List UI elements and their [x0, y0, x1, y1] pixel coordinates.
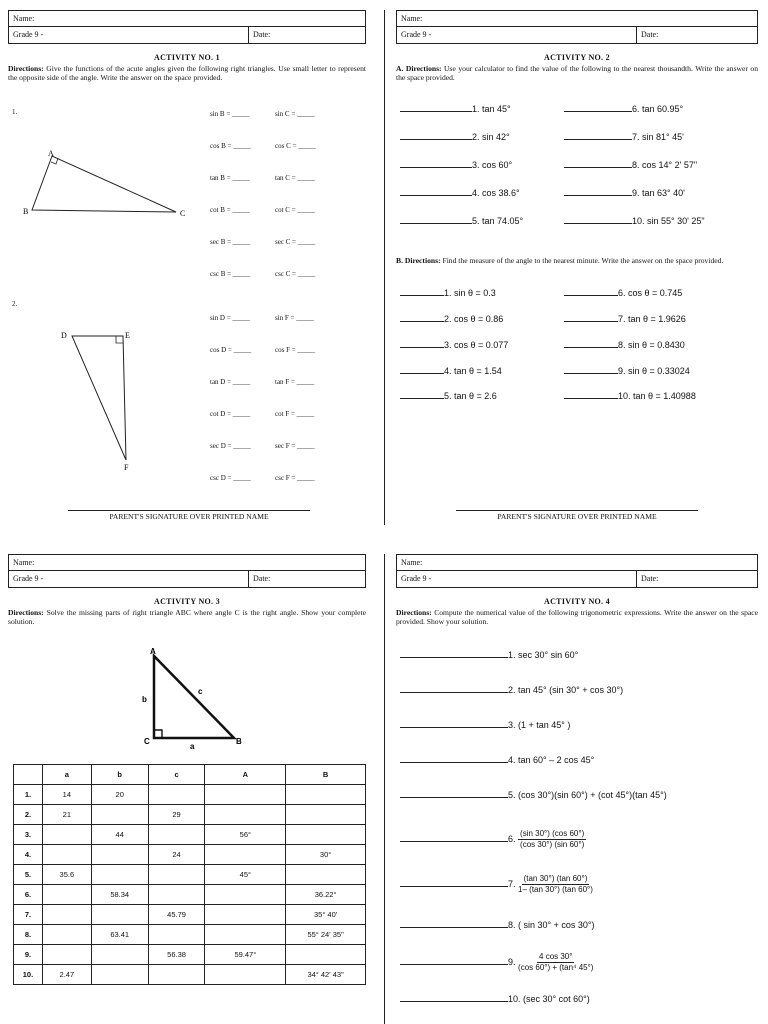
- answer-line[interactable]: [400, 657, 508, 658]
- table-cell[interactable]: [91, 865, 148, 885]
- expression-item-8: [400, 920, 595, 930]
- expression-item[interactable]: [400, 790, 667, 800]
- question-item[interactable]: [400, 288, 496, 298]
- table-cell[interactable]: 45°: [205, 865, 286, 885]
- vertex-c-label: C: [144, 737, 150, 746]
- item-number-2: 2.: [12, 300, 18, 308]
- directions: [396, 608, 758, 626]
- date-label: Date:: [641, 574, 659, 583]
- fraction: [518, 874, 593, 895]
- table-cell[interactable]: 36.22°: [286, 885, 366, 905]
- table-cell[interactable]: 29: [148, 805, 205, 825]
- table-cell[interactable]: [205, 885, 286, 905]
- expression-item-9: [400, 952, 593, 973]
- column-header: c: [148, 765, 205, 785]
- function-blank[interactable]: cot C = _____: [275, 206, 315, 214]
- question-item[interactable]: [564, 160, 697, 170]
- expression-text: 5. (cos 30°)(sin 60°) + (cot 45°)(tan 45°): [508, 790, 667, 800]
- table-cell[interactable]: 59.47°: [205, 945, 286, 965]
- answer-line: [400, 927, 508, 928]
- question-item[interactable]: [400, 314, 503, 324]
- directions-b-text: Find the measure of the angle to the nearest minute. Write the answer on the space provided.: [440, 256, 724, 265]
- column-header: A: [205, 765, 286, 785]
- row-number: 8.: [14, 925, 43, 945]
- item-number: 9.: [508, 956, 516, 967]
- activity-2-panel: [396, 10, 758, 530]
- side-a-label: a: [190, 742, 195, 751]
- expression-item-7: [400, 874, 593, 895]
- answer-line[interactable]: [564, 139, 632, 140]
- triangle-table: [13, 764, 366, 985]
- answer-line[interactable]: [400, 727, 508, 728]
- question-text: 2. sin 42°: [472, 132, 510, 142]
- table-row: [14, 925, 366, 945]
- question-item[interactable]: [564, 132, 684, 142]
- question-text: 1. tan 45°: [472, 104, 511, 114]
- vertical-divider-top: [384, 10, 385, 525]
- table-cell[interactable]: [205, 925, 286, 945]
- signature-caption: PARENT'S SIGNATURE OVER PRINTED NAME: [497, 512, 657, 521]
- function-blank[interactable]: sec B = _____: [210, 238, 251, 246]
- table-row: [14, 805, 366, 825]
- question-text: 5. tan θ = 2.6: [444, 391, 497, 401]
- question-item[interactable]: [564, 216, 705, 226]
- directions-text: Give the functions of the acute angles given the following right triangles. Use small letter to represent the opposite side of the angle. Write the answer on the space provided.: [8, 64, 366, 82]
- expression-text: 8. ( sin 30° + cos 30°): [508, 920, 595, 930]
- function-blank[interactable]: csc F = _____: [275, 474, 315, 482]
- question-item[interactable]: [564, 391, 696, 401]
- vertex-a-label: A: [48, 149, 54, 158]
- table-cell[interactable]: [148, 965, 205, 985]
- question-text: 7. sin 81° 45': [632, 132, 684, 142]
- table-cell[interactable]: [91, 845, 148, 865]
- table-cell[interactable]: [148, 925, 205, 945]
- numerator: 4 cos 30°: [539, 952, 573, 961]
- header-box: [8, 554, 366, 588]
- row-number: 10.: [14, 965, 43, 985]
- table-row: [14, 865, 366, 885]
- answer-line[interactable]: [564, 111, 632, 112]
- table-cell[interactable]: [148, 885, 205, 905]
- question-text: 6. tan 60.95°: [632, 104, 684, 114]
- table-cell[interactable]: 35° 40': [286, 905, 366, 925]
- item-number: 6.: [508, 833, 516, 844]
- denominator: (cos 60°) + (tan⁴ 45°): [518, 963, 594, 972]
- table-cell[interactable]: 34° 42' 43": [286, 965, 366, 985]
- question-text: 4. tan θ = 1.54: [444, 366, 502, 376]
- answer-line[interactable]: [564, 398, 618, 399]
- expression-item[interactable]: [400, 685, 623, 695]
- answer-line[interactable]: [400, 111, 472, 112]
- table-cell[interactable]: 2.47: [42, 965, 91, 985]
- table-row: [14, 825, 366, 845]
- answer-line[interactable]: [564, 295, 618, 296]
- table-cell[interactable]: 35.6: [42, 865, 91, 885]
- answer-line[interactable]: [400, 762, 508, 763]
- question-text: 8. sin θ = 0.8430: [618, 340, 685, 350]
- directions-text: Solve the missing parts of right triangle ABC where angle C is the right angle. Show your complete solution.: [8, 608, 366, 626]
- expression-item-6: [400, 829, 586, 850]
- question-item[interactable]: [400, 132, 510, 142]
- table-row: [14, 785, 366, 805]
- question-item[interactable]: [564, 104, 683, 114]
- directions-a-label: A. Directions:: [396, 64, 442, 73]
- row-number: 9.: [14, 945, 43, 965]
- function-blank[interactable]: csc C = _____: [275, 270, 316, 278]
- table-cell[interactable]: [42, 845, 91, 865]
- vertex-b-label: B: [23, 207, 29, 216]
- answer-line[interactable]: [564, 195, 632, 196]
- vertex-a-label: A: [150, 647, 156, 656]
- triangle-abc: [136, 646, 256, 756]
- fraction: [518, 829, 586, 850]
- activity-3-panel: [8, 554, 366, 1016]
- table-cell[interactable]: [205, 845, 286, 865]
- answer-line[interactable]: [400, 195, 472, 196]
- fraction: [518, 952, 593, 973]
- column-header: B: [286, 765, 366, 785]
- function-blank[interactable]: csc B = _____: [210, 270, 251, 278]
- date-label: Date:: [641, 30, 659, 39]
- function-blank[interactable]: cos F = _____: [275, 346, 315, 354]
- row-number: 1.: [14, 785, 43, 805]
- question-text: 3. cos 60°: [472, 160, 513, 170]
- function-blank[interactable]: cos D = _____: [210, 346, 252, 354]
- table-cell[interactable]: [286, 945, 366, 965]
- function-blank[interactable]: sin D = _____: [210, 314, 250, 322]
- answer-line[interactable]: [400, 347, 444, 348]
- table-cell[interactable]: 56°: [205, 825, 286, 845]
- activity-title: ACTIVITY NO. 3: [154, 597, 220, 606]
- side-c-label: c: [198, 687, 203, 696]
- expression-text: 3. (1 + tan 45° ): [508, 720, 571, 730]
- question-text: 4. cos 38.6°: [472, 188, 520, 198]
- question-item[interactable]: [400, 160, 512, 170]
- table-cell[interactable]: [91, 805, 148, 825]
- table-cell[interactable]: [42, 825, 91, 845]
- name-label: Name:: [13, 558, 35, 567]
- header-box: [396, 10, 758, 44]
- directions-a-text: Use your calculator to find the value of the following to the nearest thousandth. Write the answer on the space provided.: [396, 64, 758, 82]
- answer-line[interactable]: [564, 167, 632, 168]
- function-blank[interactable]: tan B = _____: [210, 174, 250, 182]
- answer-line[interactable]: [400, 398, 444, 399]
- table-row: [14, 885, 366, 905]
- denominator: 1– (tan 30°) (tan 60°): [518, 885, 593, 894]
- table-cell[interactable]: 45.79: [148, 905, 205, 925]
- question-text: 10. tan θ = 1.40988: [618, 391, 696, 401]
- directions-text: Compute the numerical value of the following trigonometric expressions. Write the answer on the space provided. Show your solution.: [396, 608, 758, 626]
- table-cell[interactable]: 63.41: [91, 925, 148, 945]
- question-text: 1. sin θ = 0.3: [444, 288, 496, 298]
- activity-title: ACTIVITY NO. 2: [544, 53, 610, 62]
- function-blank[interactable]: sec D = _____: [210, 442, 251, 450]
- question-item[interactable]: [400, 366, 502, 376]
- question-item[interactable]: [564, 366, 690, 376]
- function-blank[interactable]: cos B = _____: [210, 142, 251, 150]
- grade-label: Grade 9 -: [397, 27, 637, 43]
- answer-line[interactable]: [400, 692, 508, 693]
- table-cell[interactable]: 20: [91, 785, 148, 805]
- signature-line: [68, 510, 310, 511]
- expression-item[interactable]: [400, 755, 594, 765]
- column-header: b: [91, 765, 148, 785]
- table-cell[interactable]: 44: [91, 825, 148, 845]
- item-number-1: 1.: [12, 108, 18, 116]
- question-item[interactable]: [564, 314, 686, 324]
- question-text: 8. cos 14° 2' 57": [632, 160, 698, 170]
- question-text: 10. sin 55° 30' 25": [632, 216, 705, 226]
- expression-item[interactable]: [400, 720, 570, 730]
- table-cell[interactable]: [286, 825, 366, 845]
- grade-label: Grade 9 -: [9, 571, 249, 587]
- question-text: 7. tan θ = 1.9626: [618, 314, 686, 324]
- vertical-divider-bottom: [384, 554, 385, 1024]
- answer-line[interactable]: [400, 321, 444, 322]
- function-blank[interactable]: tan D = _____: [210, 378, 251, 386]
- table-cell[interactable]: [286, 805, 366, 825]
- vertex-b-label: B: [236, 737, 242, 746]
- table-row: [14, 905, 366, 925]
- question-text: 9. tan 63° 40': [632, 188, 685, 198]
- function-blank[interactable]: sec C = _____: [275, 238, 316, 246]
- vertex-c-label: C: [180, 209, 186, 218]
- answer-line[interactable]: [400, 167, 472, 168]
- name-label: Name:: [401, 14, 423, 23]
- table-cell[interactable]: 30°: [286, 845, 366, 865]
- activity-4-panel: [396, 554, 758, 1016]
- function-blank[interactable]: tan C = _____: [275, 174, 315, 182]
- table-header-row: [14, 765, 366, 785]
- directions-label: Directions:: [396, 608, 432, 617]
- directions-label: Directions:: [8, 608, 44, 617]
- directions-b-label: B. Directions:: [396, 256, 441, 265]
- answer-line: [400, 1001, 508, 1002]
- function-blank[interactable]: csc D = _____: [210, 474, 251, 482]
- column-header: [14, 765, 43, 785]
- expression-text: 10. (sec 30° cot 60°): [508, 994, 590, 1004]
- answer-line[interactable]: [400, 223, 472, 224]
- table-cell[interactable]: [42, 905, 91, 925]
- question-item[interactable]: [564, 188, 685, 198]
- directions: [8, 608, 366, 626]
- denominator: (cos 30°) (sin 60°): [520, 840, 585, 849]
- answer-line: [400, 886, 508, 887]
- question-text: 6. cos θ = 0.745: [618, 288, 683, 298]
- question-item[interactable]: [564, 288, 682, 298]
- question-item[interactable]: [400, 188, 520, 198]
- row-number: 5.: [14, 865, 43, 885]
- signature-caption: PARENT'S SIGNATURE OVER PRINTED NAME: [109, 512, 269, 521]
- expression-text: 4. tan 60° – 2 cos 45°: [508, 755, 595, 765]
- grade-label: Grade 9 -: [397, 571, 637, 587]
- date-label: Date:: [253, 574, 271, 583]
- table-cell[interactable]: 24: [148, 845, 205, 865]
- answer-line[interactable]: [564, 321, 618, 322]
- question-item[interactable]: [564, 340, 685, 350]
- question-item[interactable]: [400, 216, 523, 226]
- grade-label: Grade 9 -: [9, 27, 249, 43]
- row-number: 4.: [14, 845, 43, 865]
- row-number: 6.: [14, 885, 43, 905]
- table-cell[interactable]: [286, 785, 366, 805]
- table-cell[interactable]: [91, 945, 148, 965]
- table-cell[interactable]: [91, 965, 148, 985]
- table-cell[interactable]: [42, 945, 91, 965]
- table-cell[interactable]: 21: [42, 805, 91, 825]
- parent-signature: [68, 510, 310, 521]
- answer-line: [400, 964, 508, 965]
- expression-text: 1. sec 30° sin 60°: [508, 650, 579, 660]
- question-text: 3. cos θ = 0.077: [444, 340, 509, 350]
- date-label: Date:: [253, 30, 271, 39]
- question-item[interactable]: [400, 104, 511, 114]
- table-row: [14, 845, 366, 865]
- answer-line[interactable]: [564, 373, 618, 374]
- signature-line: [456, 510, 698, 511]
- table-cell[interactable]: [205, 785, 286, 805]
- expression-text: 2. tan 45° (sin 30° + cos 30°): [508, 685, 624, 695]
- name-label: Name:: [401, 558, 423, 567]
- activity-title: ACTIVITY NO. 1: [154, 53, 220, 62]
- numerator: (tan 30°) (tan 60°): [523, 874, 588, 883]
- answer-line[interactable]: [564, 347, 618, 348]
- row-number: 3.: [14, 825, 43, 845]
- table-cell[interactable]: [148, 865, 205, 885]
- function-blank[interactable]: sec F = _____: [275, 442, 315, 450]
- function-blank[interactable]: sin B = _____: [210, 110, 250, 118]
- directions-b: [396, 256, 758, 265]
- function-blank[interactable]: cot F = _____: [275, 410, 315, 418]
- function-blank[interactable]: cos C = _____: [275, 142, 316, 150]
- item-number: 7.: [508, 878, 516, 889]
- parent-signature: [456, 510, 698, 521]
- question-item[interactable]: [400, 340, 508, 350]
- name-label: Name:: [13, 14, 35, 23]
- row-number: 7.: [14, 905, 43, 925]
- header-box: [396, 554, 758, 588]
- table-cell[interactable]: [42, 885, 91, 905]
- triangle-def: [58, 328, 148, 478]
- table-cell[interactable]: 55° 24' 35": [286, 925, 366, 945]
- question-text: 9. sin θ = 0.33024: [618, 366, 690, 376]
- table-cell[interactable]: [205, 805, 286, 825]
- expression-item[interactable]: [400, 650, 578, 660]
- answer-line: [400, 841, 508, 842]
- table-cell[interactable]: [42, 925, 91, 945]
- side-b-label: b: [142, 695, 147, 704]
- table-cell[interactable]: [148, 785, 205, 805]
- table-cell[interactable]: [91, 905, 148, 925]
- table-row: [14, 945, 366, 965]
- vertex-d-label: D: [61, 331, 67, 340]
- table-cell[interactable]: [286, 865, 366, 885]
- table-cell[interactable]: [205, 905, 286, 925]
- directions-a: [396, 64, 758, 82]
- directions: [8, 64, 366, 82]
- activity-1-panel: [8, 10, 366, 530]
- answer-line[interactable]: [400, 139, 472, 140]
- table-cell[interactable]: 58.34: [91, 885, 148, 905]
- function-blank[interactable]: tan F = _____: [275, 378, 315, 386]
- table-row: [14, 965, 366, 985]
- function-blank[interactable]: sin C = _____: [275, 110, 315, 118]
- directions-label: Directions:: [8, 64, 44, 73]
- answer-line[interactable]: [400, 373, 444, 374]
- function-blank[interactable]: sin F = _____: [275, 314, 314, 322]
- table-cell[interactable]: 14: [42, 785, 91, 805]
- numerator: (sin 30°) (cos 60°): [520, 829, 585, 838]
- answer-line[interactable]: [400, 295, 444, 296]
- question-text: 2. cos θ = 0.86: [444, 314, 504, 324]
- header-box: [8, 10, 366, 44]
- answer-line[interactable]: [400, 797, 508, 798]
- triangle-abc: [18, 148, 193, 228]
- table-cell[interactable]: [205, 965, 286, 985]
- row-number: 2.: [14, 805, 43, 825]
- vertex-f-label: F: [124, 463, 129, 472]
- table-cell[interactable]: 56.38: [148, 945, 205, 965]
- answer-line[interactable]: [564, 223, 632, 224]
- expression-item-10: [400, 994, 590, 1004]
- question-text: 5. tan 74.05°: [472, 216, 524, 226]
- vertex-e-label: E: [125, 331, 130, 340]
- question-item[interactable]: [400, 391, 497, 401]
- activity-title: ACTIVITY NO. 4: [544, 597, 610, 606]
- function-blank[interactable]: cot B = _____: [210, 206, 250, 214]
- table-cell[interactable]: [148, 825, 205, 845]
- function-blank[interactable]: cot D = _____: [210, 410, 251, 418]
- column-header: a: [42, 765, 91, 785]
